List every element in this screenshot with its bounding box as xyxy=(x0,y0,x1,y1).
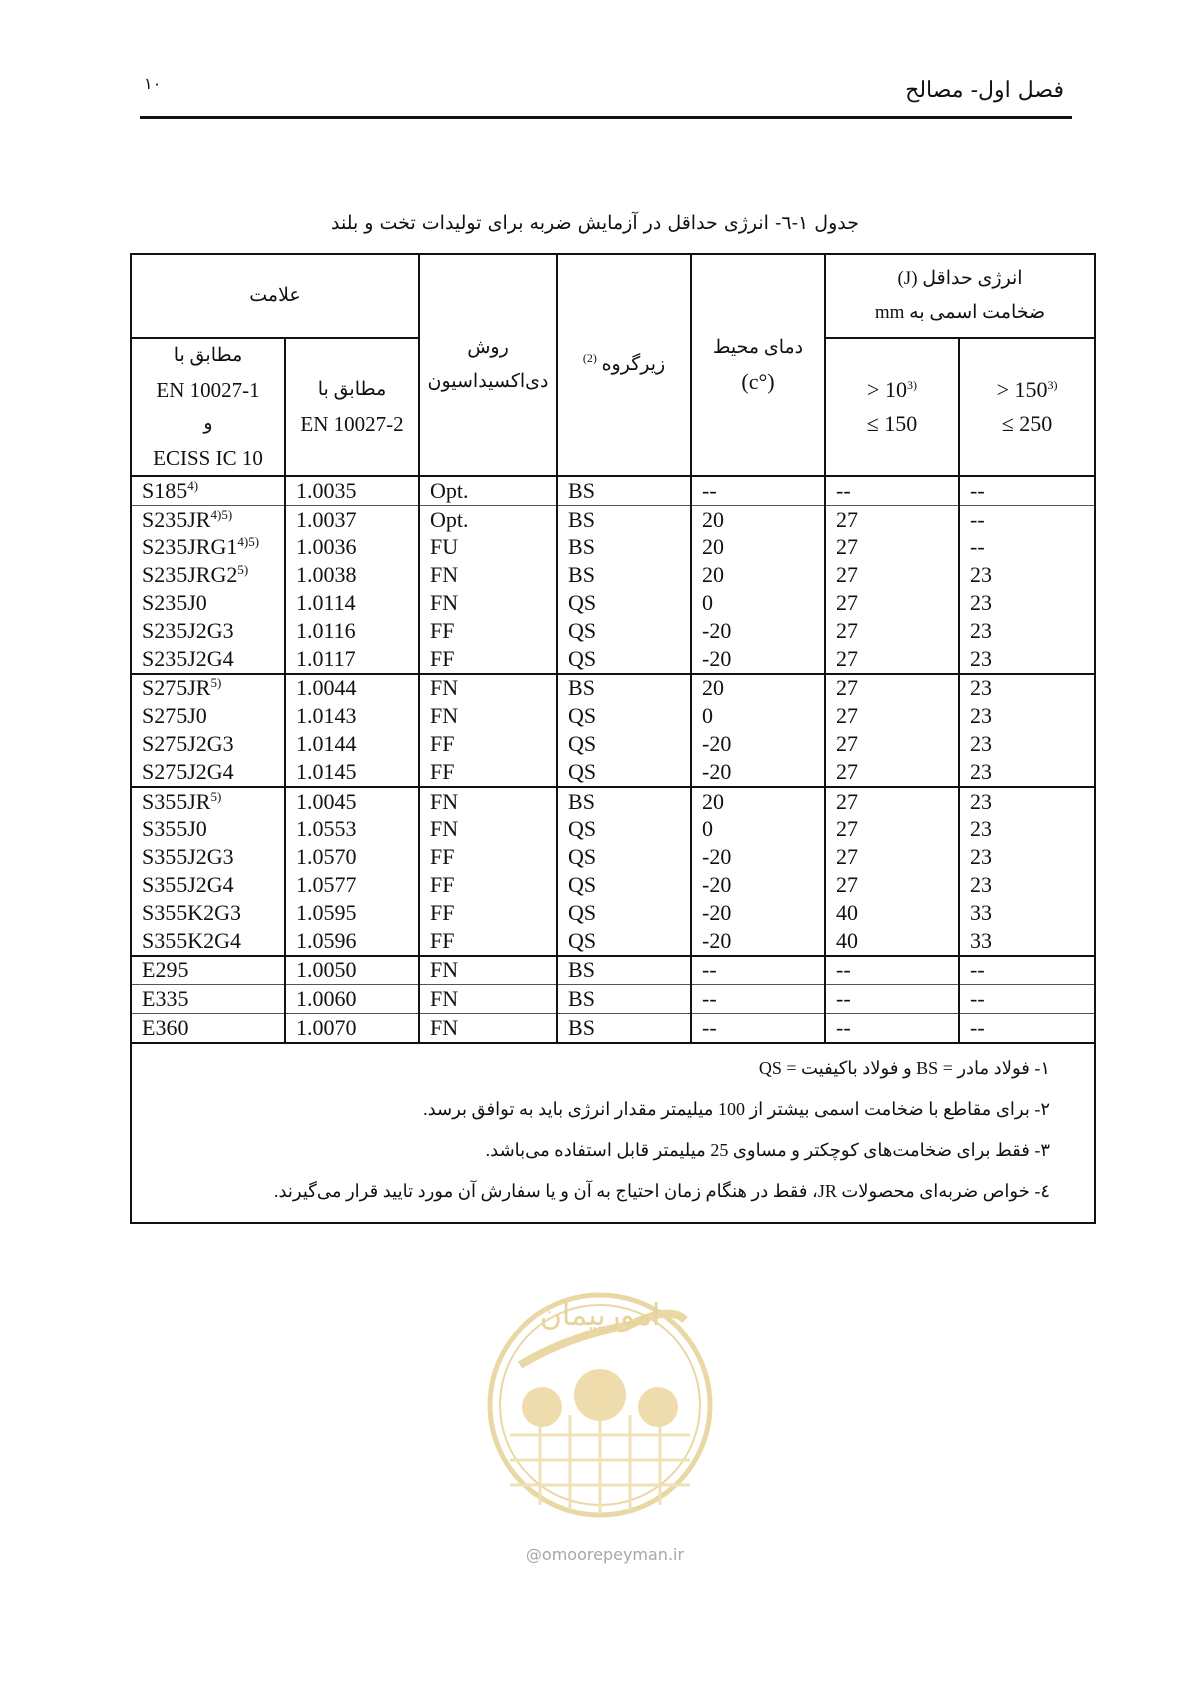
temp-cell: -20 xyxy=(691,645,825,674)
subgroup-cell: QS xyxy=(557,816,691,844)
temp-cell: -20 xyxy=(691,758,825,787)
note-line: ۱- فولاد مادر = BS و فولاد باکیفیت = QS xyxy=(758,1057,1051,1078)
designation-cell: $S235JRG1^{4)5)}$ xyxy=(131,534,285,562)
table-row xyxy=(131,645,1095,674)
designation-cell: S185$^{4)}$ xyxy=(131,476,285,505)
subgroup-header: زیرگروه $^{(2)}$ xyxy=(557,254,691,476)
page-header xyxy=(140,70,1072,119)
table-row xyxy=(131,561,1095,589)
number-cell: 1.0144 xyxy=(285,730,419,758)
deoxidation-cell: FF xyxy=(419,645,557,674)
subgroup-cell: QS xyxy=(557,871,691,899)
deoxidation-cell: FN xyxy=(419,589,557,617)
energy-150-250-cell: 23 xyxy=(959,561,1095,589)
designation-cell: S275J2G3 xyxy=(131,730,285,758)
deoxidation-cell: FN xyxy=(419,956,557,985)
temp-cell: -- xyxy=(691,956,825,985)
temp-cell: 0 xyxy=(691,702,825,730)
deoxidation-cell: FF xyxy=(419,617,557,645)
energy-150-250-cell: 23 xyxy=(959,758,1095,787)
subgroup-cell: QS xyxy=(557,730,691,758)
energy-10-150-cell: 27 xyxy=(825,816,959,844)
energy-10-150-cell: 27 xyxy=(825,645,959,674)
table-row xyxy=(131,871,1095,899)
deoxidation-cell: FN xyxy=(419,674,557,703)
number-cell: 1.0050 xyxy=(285,956,419,985)
designation-cell: S275J2G4 xyxy=(131,758,285,787)
number-cell: 1.0044 xyxy=(285,674,419,703)
table-row xyxy=(131,617,1095,645)
deoxidation-cell: FF xyxy=(419,927,557,956)
table-row xyxy=(131,505,1095,533)
deoxidation-cell: FF xyxy=(419,843,557,871)
subgroup-cell: BS xyxy=(557,505,691,533)
energy-10-150-cell: 27 xyxy=(825,561,959,589)
omoore-peyman-logo xyxy=(480,1265,720,1575)
number-cell: 1.0035 xyxy=(285,476,419,505)
designation-cell: E295 xyxy=(131,956,285,985)
thickness-150-250-header: > $150^{3)}$ ≤ 250 xyxy=(959,338,1095,476)
subgroup-cell: BS xyxy=(557,534,691,562)
temp-cell: 20 xyxy=(691,674,825,703)
deoxidation-cell: Opt. xyxy=(419,476,557,505)
number-cell: 1.0114 xyxy=(285,589,419,617)
number-cell: 1.0036 xyxy=(285,534,419,562)
energy-150-250-cell: 23 xyxy=(959,843,1095,871)
number-cell: 1.0595 xyxy=(285,899,419,927)
table-row xyxy=(131,674,1095,703)
number-cell: 1.0060 xyxy=(285,985,419,1014)
temp-cell: -- xyxy=(691,1014,825,1043)
temp-cell: 20 xyxy=(691,787,825,816)
energy-150-250-cell: 23 xyxy=(959,730,1095,758)
energy-10-150-cell: 27 xyxy=(825,787,959,816)
temp-cell: 0 xyxy=(691,816,825,844)
table-caption: جدول ۱-٦- انرژی حداقل در آزمایش ضربه برای تولیدات تخت و بلند xyxy=(330,212,859,234)
svg-text:امورپیمان: امورپیمان xyxy=(539,1298,661,1333)
table-row xyxy=(131,816,1095,844)
subgroup-cell: BS xyxy=(557,476,691,505)
designation-cell: S355K2G3 xyxy=(131,899,285,927)
subgroup-cell: BS xyxy=(557,985,691,1014)
designation-cell: S235JRG2$^{5)}$ xyxy=(131,561,285,589)
table-row xyxy=(131,476,1095,505)
energy-150-250-cell: -- xyxy=(959,534,1095,562)
deoxidation-cell: FN xyxy=(419,816,557,844)
energy-150-250-cell: 33 xyxy=(959,899,1095,927)
number-cell: 1.0116 xyxy=(285,617,419,645)
table-row xyxy=(131,758,1095,787)
temp-cell: -20 xyxy=(691,871,825,899)
designation-cell: S235J2G4 xyxy=(131,645,285,674)
energy-150-250-cell: 23 xyxy=(959,589,1095,617)
en10027-1-header: مطابق با EN 10027-1 و ECISS IC 10 xyxy=(131,338,285,476)
subgroup-cell: QS xyxy=(557,645,691,674)
table-row xyxy=(131,534,1095,562)
subgroup-cell: QS xyxy=(557,702,691,730)
table-body xyxy=(131,476,1095,1043)
table-row xyxy=(131,956,1095,985)
energy-150-250-cell: 23 xyxy=(959,787,1095,816)
deoxidation-cell: FN xyxy=(419,787,557,816)
deoxidation-cell: FN xyxy=(419,985,557,1014)
number-cell: 1.0037 xyxy=(285,505,419,533)
temp-cell: -20 xyxy=(691,843,825,871)
designation-header: علامت xyxy=(131,254,419,338)
energy-10-150-cell: 27 xyxy=(825,617,959,645)
energy-150-250-cell: 23 xyxy=(959,816,1095,844)
energy-10-150-cell: 27 xyxy=(825,871,959,899)
number-cell: 1.0145 xyxy=(285,758,419,787)
number-cell: 1.0596 xyxy=(285,927,419,956)
table-row xyxy=(131,589,1095,617)
number-cell: 1.0143 xyxy=(285,702,419,730)
energy-10-150-cell: 27 xyxy=(825,505,959,533)
number-cell: 1.0577 xyxy=(285,871,419,899)
thickness-10-150-header: > $10^{3)}$ ≤ 150 xyxy=(825,338,959,476)
chapter-title: فصل اول- مصالح xyxy=(905,78,1064,103)
min-energy-header: انرژی حداقل (J) ضخامت اسمی به mm xyxy=(825,254,1095,338)
energy-150-250-cell: 23 xyxy=(959,617,1095,645)
energy-10-150-cell: 27 xyxy=(825,589,959,617)
number-cell: 1.0570 xyxy=(285,843,419,871)
number-cell: 1.0045 xyxy=(285,787,419,816)
temp-cell: -- xyxy=(691,985,825,1014)
energy-10-150-cell: 27 xyxy=(825,674,959,703)
note-line: ۲- برای مقاطع با ضخامت اسمی بیشتر از 100 میلیمتر مقدار انرژی باید به توافق برسد. xyxy=(423,1098,1051,1119)
energy-10-150-cell: 27 xyxy=(825,534,959,562)
table-row xyxy=(131,730,1095,758)
subgroup-cell: QS xyxy=(557,899,691,927)
energy-10-150-cell: 27 xyxy=(825,730,959,758)
temp-cell: 20 xyxy=(691,505,825,533)
energy-150-250-cell: -- xyxy=(959,1014,1095,1043)
deoxidation-cell: FF xyxy=(419,899,557,927)
subgroup-cell: QS xyxy=(557,589,691,617)
temp-cell: -20 xyxy=(691,730,825,758)
subgroup-cell: BS xyxy=(557,787,691,816)
subgroup-cell: BS xyxy=(557,1014,691,1043)
energy-150-250-cell: 23 xyxy=(959,702,1095,730)
ambient-temp-header: دمای محیط (°c) xyxy=(691,254,825,476)
number-cell: 1.0117 xyxy=(285,645,419,674)
designation-cell: S275J0 xyxy=(131,702,285,730)
energy-150-250-cell: -- xyxy=(959,956,1095,985)
energy-10-150-cell: -- xyxy=(825,985,959,1014)
temp-cell: -20 xyxy=(691,617,825,645)
impact-energy-table xyxy=(130,253,1096,1224)
designation-cell: $S235JR^{4)5)}$ xyxy=(131,505,285,533)
deoxidation-cell: FN xyxy=(419,702,557,730)
energy-150-250-cell: -- xyxy=(959,476,1095,505)
energy-10-150-cell: 27 xyxy=(825,702,959,730)
note-line: ٤- خواص ضربه‌ای محصولات JR، فقط در هنگام زمان احتیاج به آن و یا سفارش آن مورد تایید قرار می‌گیرند. xyxy=(273,1180,1051,1201)
energy-10-150-cell: 40 xyxy=(825,927,959,956)
temp-cell: 20 xyxy=(691,561,825,589)
temp-cell: 20 xyxy=(691,534,825,562)
energy-10-150-cell: 40 xyxy=(825,899,959,927)
temp-cell: 0 xyxy=(691,589,825,617)
watermark-site: @omoorepeyman.ir xyxy=(525,1545,685,1564)
energy-150-250-cell: 23 xyxy=(959,645,1095,674)
energy-150-250-cell: -- xyxy=(959,505,1095,533)
table-row xyxy=(131,843,1095,871)
deoxidation-cell: FF xyxy=(419,871,557,899)
temp-cell: -- xyxy=(691,476,825,505)
number-cell: 1.0553 xyxy=(285,816,419,844)
subgroup-cell: BS xyxy=(557,561,691,589)
energy-150-250-cell: -- xyxy=(959,985,1095,1014)
deoxidation-cell: FU xyxy=(419,534,557,562)
designation-cell: S355J2G3 xyxy=(131,843,285,871)
energy-10-150-cell: -- xyxy=(825,956,959,985)
temp-cell: -20 xyxy=(691,899,825,927)
designation-cell: E335 xyxy=(131,985,285,1014)
designation-cell: S235J0 xyxy=(131,589,285,617)
deoxidation-cell: Opt. xyxy=(419,505,557,533)
deoxidation-cell: FF xyxy=(419,758,557,787)
table-notes xyxy=(131,1043,1095,1223)
subgroup-cell: BS xyxy=(557,674,691,703)
deoxidation-header: روش دی‌اکسیداسیون xyxy=(419,254,557,476)
subgroup-cell: BS xyxy=(557,956,691,985)
subgroup-cell: QS xyxy=(557,617,691,645)
subgroup-cell: QS xyxy=(557,843,691,871)
table-row xyxy=(131,787,1095,816)
designation-cell: S355J0 xyxy=(131,816,285,844)
deoxidation-cell: FN xyxy=(419,561,557,589)
energy-150-250-cell: 33 xyxy=(959,927,1095,956)
energy-150-250-cell: 23 xyxy=(959,674,1095,703)
energy-10-150-cell: -- xyxy=(825,476,959,505)
energy-150-250-cell: 23 xyxy=(959,871,1095,899)
table-row xyxy=(131,1014,1095,1043)
deoxidation-cell: FF xyxy=(419,730,557,758)
note-line: ۳- فقط برای ضخامت‌های کوچکتر و مساوی 25 میلیمتر قابل استفاده می‌باشد. xyxy=(485,1139,1051,1160)
subgroup-cell: QS xyxy=(557,758,691,787)
designation-cell: S355K2G4 xyxy=(131,927,285,956)
number-cell: 1.0070 xyxy=(285,1014,419,1043)
designation-cell: S275JR$^{5)}$ xyxy=(131,674,285,703)
table-row xyxy=(131,985,1095,1014)
energy-10-150-cell: -- xyxy=(825,1014,959,1043)
energy-10-150-cell: 27 xyxy=(825,758,959,787)
subgroup-cell: QS xyxy=(557,927,691,956)
page-number: ۱۰ xyxy=(144,74,162,93)
deoxidation-cell: FN xyxy=(419,1014,557,1043)
table-row xyxy=(131,899,1095,927)
number-cell: 1.0038 xyxy=(285,561,419,589)
table-row xyxy=(131,702,1095,730)
designation-cell: S355J2G4 xyxy=(131,871,285,899)
designation-cell: S355JR$^{5)}$ xyxy=(131,787,285,816)
en10027-2-header: مطابق با EN 10027-2 xyxy=(285,338,419,476)
designation-cell: S235J2G3 xyxy=(131,617,285,645)
table-row xyxy=(131,927,1095,956)
temp-cell: -20 xyxy=(691,927,825,956)
energy-10-150-cell: 27 xyxy=(825,843,959,871)
designation-cell: E360 xyxy=(131,1014,285,1043)
